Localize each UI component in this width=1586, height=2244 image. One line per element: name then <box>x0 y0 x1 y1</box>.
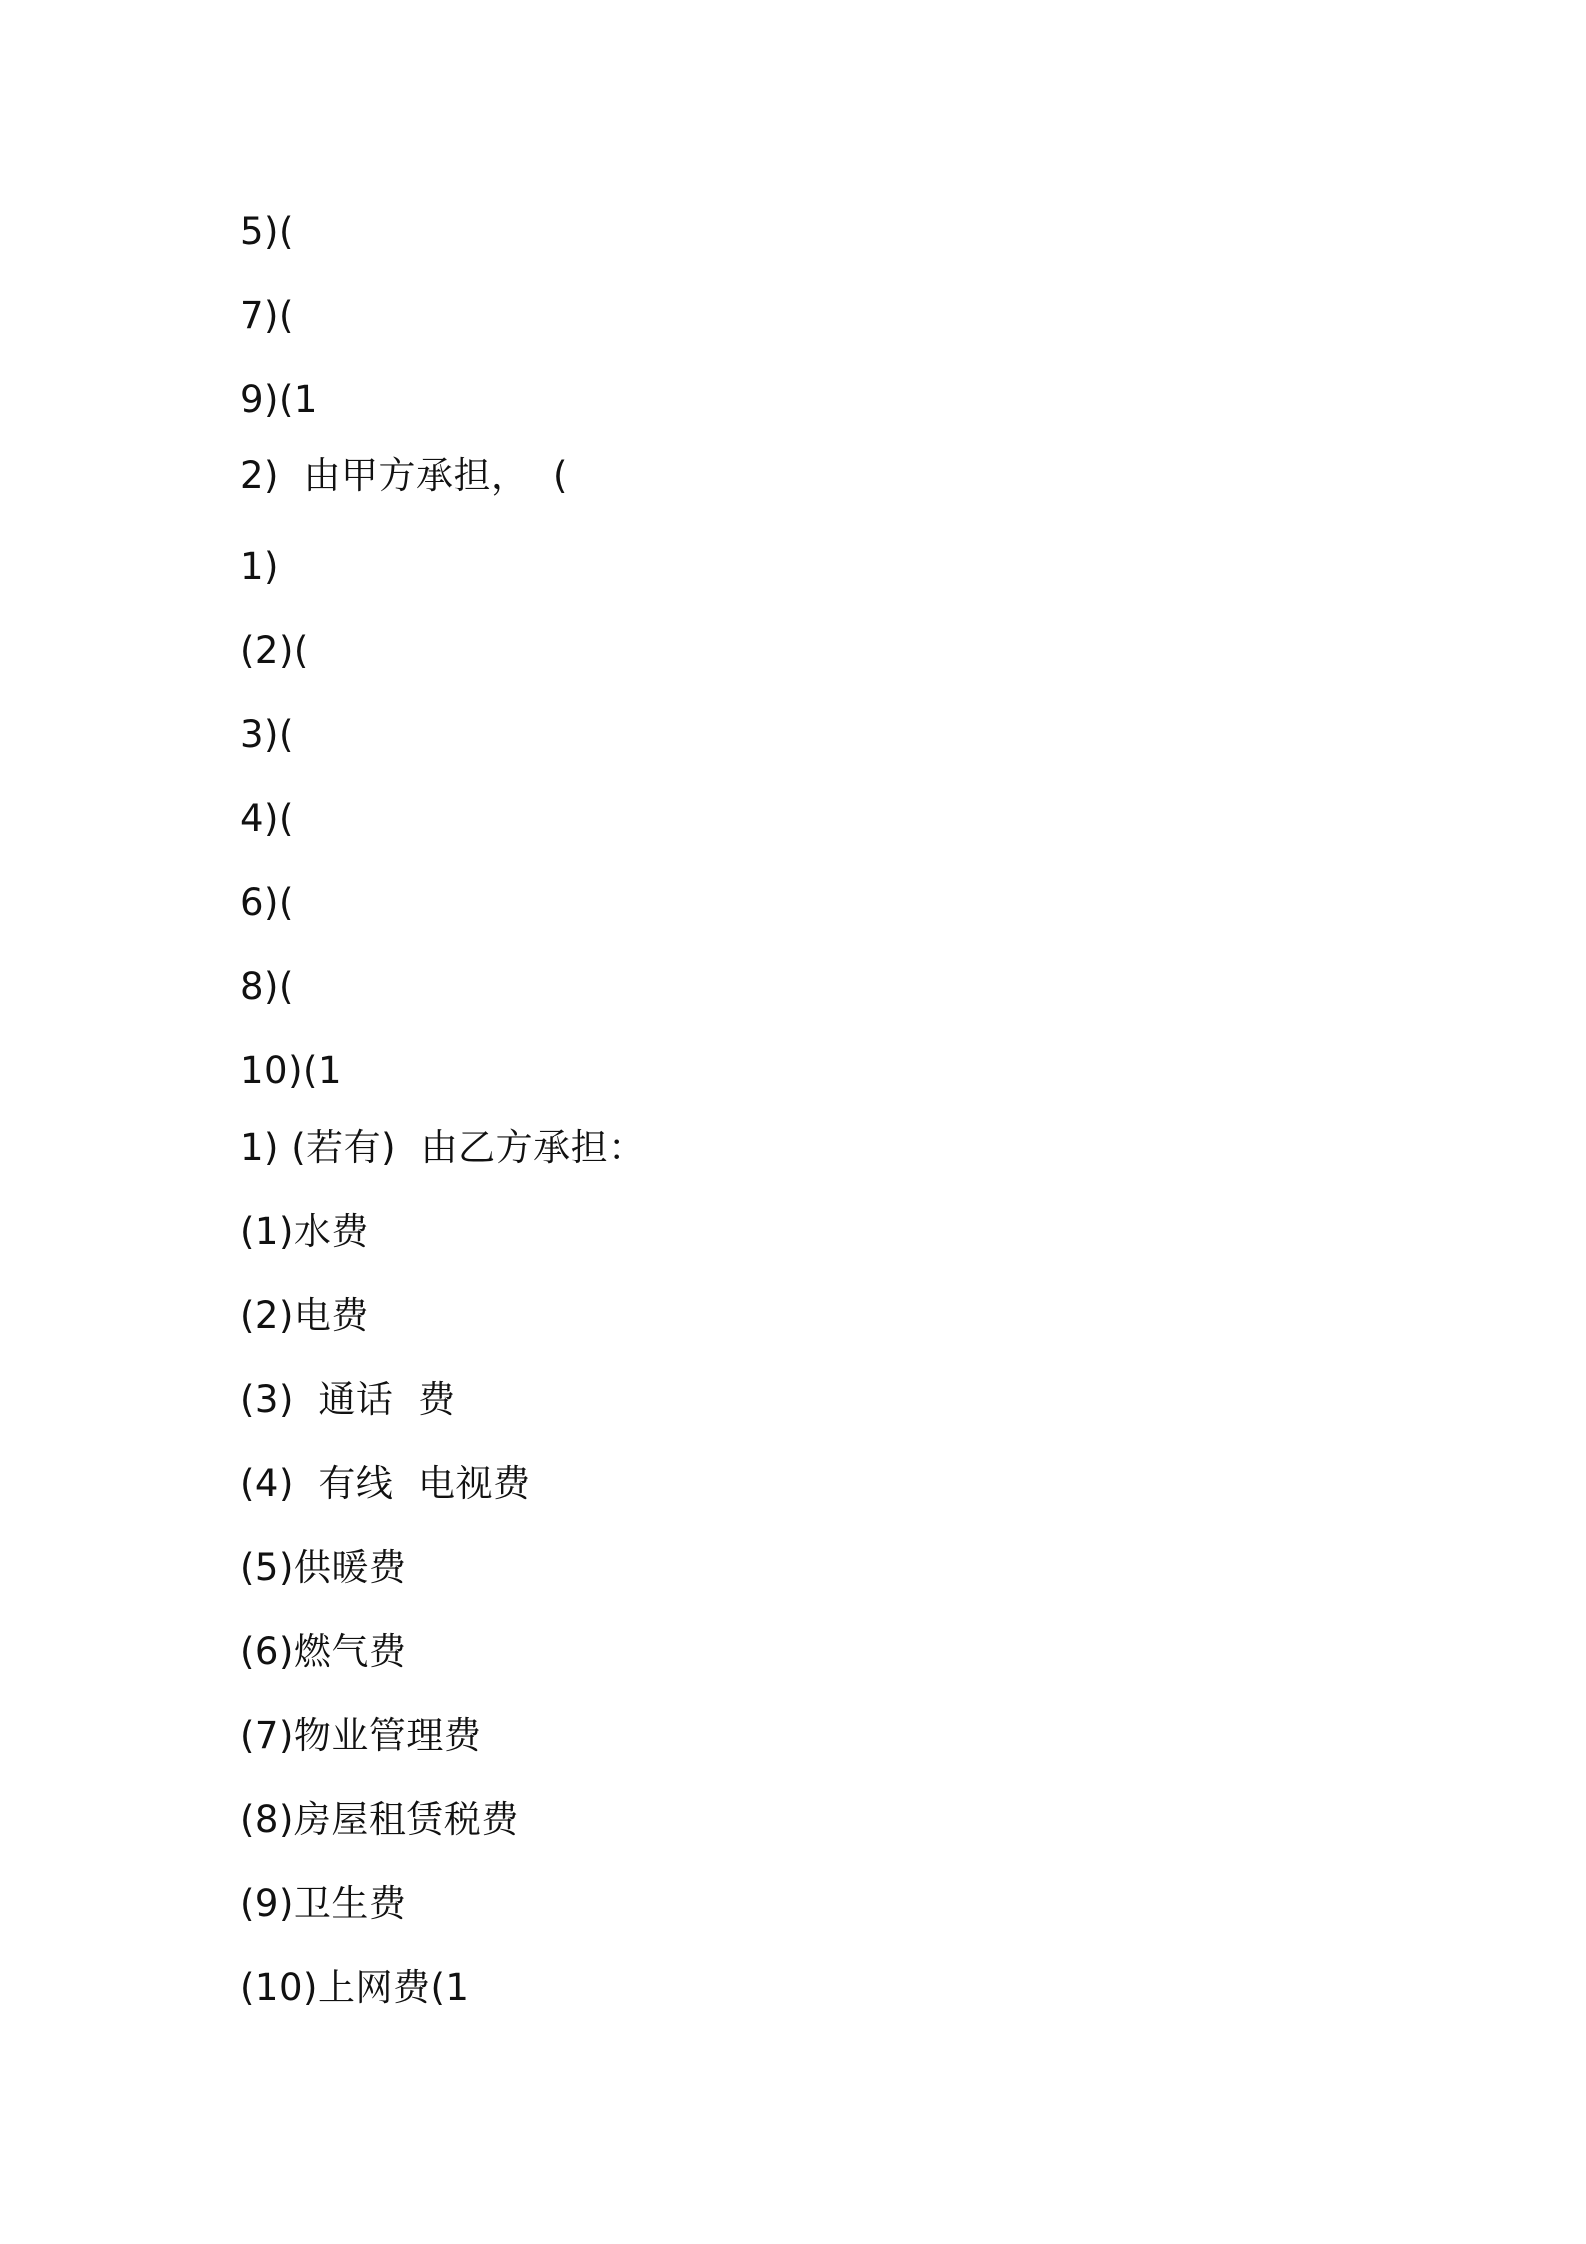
text-line: 5)( <box>240 210 294 253</box>
text-line: (1)水费 <box>240 1210 369 1253</box>
text-line: 3)( <box>240 713 294 756</box>
text-line: (9)卫生费 <box>240 1882 407 1925</box>
text-line: (2)( <box>240 629 309 672</box>
text-line: 10)(1 <box>240 1049 342 1092</box>
text-line: 6)( <box>240 881 294 924</box>
text-line: 1) (若有) 由乙方承担： <box>240 1126 646 1169</box>
text-line: 9)(1 <box>240 378 318 421</box>
text-line: 2) 由甲方承担， ( <box>240 454 568 497</box>
text-line: (2)电费 <box>240 1294 369 1337</box>
text-line: (10)上网费(1 <box>240 1966 470 2009</box>
text-line: (7)物业管理费 <box>240 1714 482 1757</box>
text-line: (5)供暖费 <box>240 1546 407 1589</box>
text-line: (8)房屋租赁税费 <box>240 1798 519 1841</box>
text-line: 7)( <box>240 294 294 337</box>
text-line: (3) 通话 费 <box>240 1378 456 1421</box>
text-line: 8)( <box>240 965 294 1008</box>
text-line: 4)( <box>240 797 294 840</box>
text-line: (6)燃气费 <box>240 1630 407 1673</box>
text-line: (4) 有线 电视费 <box>240 1462 531 1505</box>
text-line: 1) <box>240 545 279 588</box>
